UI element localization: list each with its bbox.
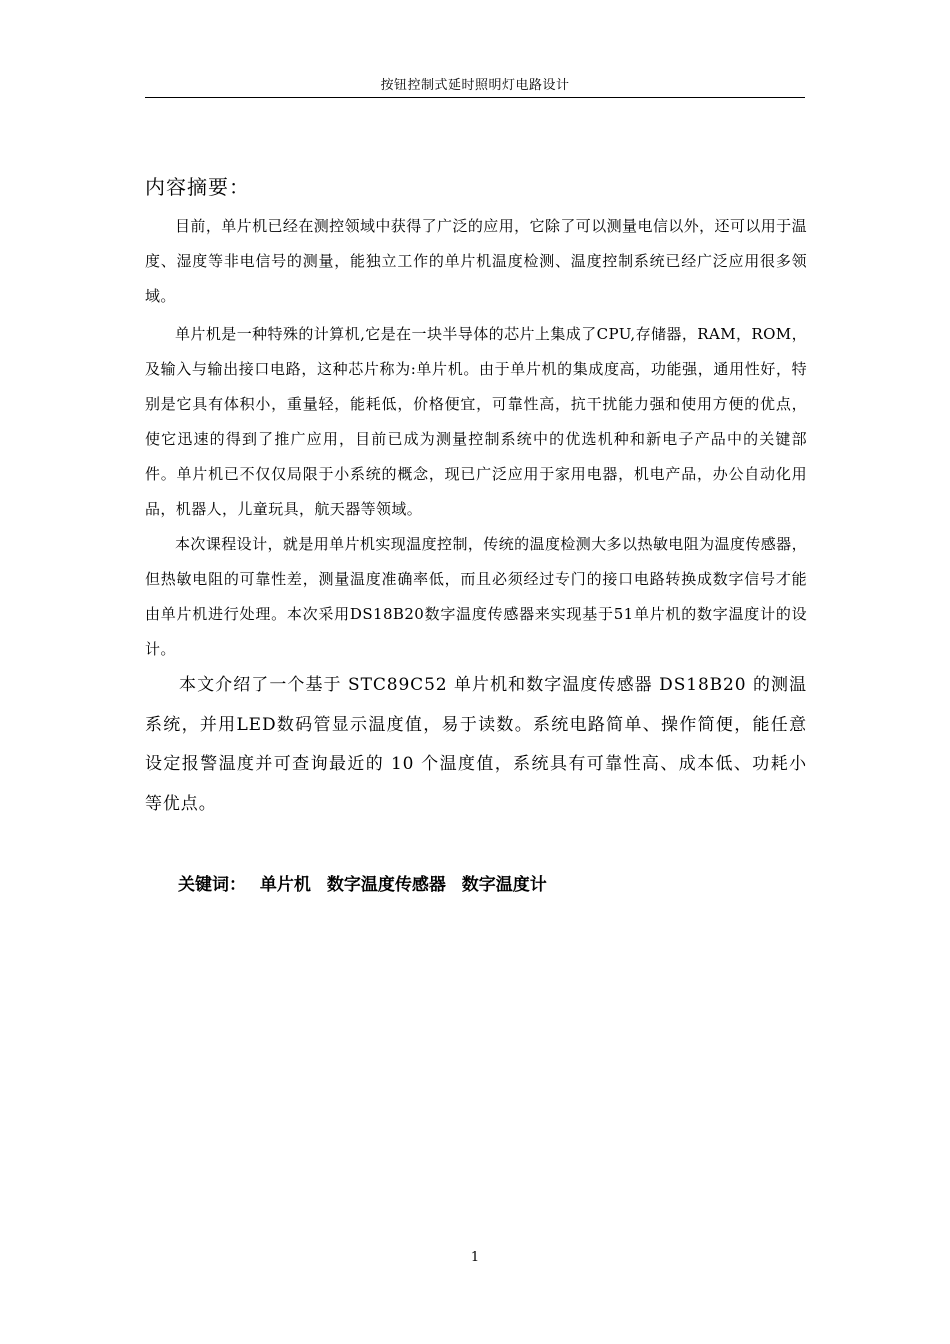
- paragraph-text: 本文介绍了一个基于 STC89C52 单片机和数字温度传感器 DS18B20 的测温系统，并用LED数码管显示温度值，易于读数。系统电路简单、操作简便，能任意设定报警温度并可查询最近的 10 个温度值，系统具有可靠性高、成本低、功耗小等优点。: [145, 675, 807, 814]
- running-header: 按钮控制式延时照明灯电路设计: [380, 78, 570, 93]
- abstract-title: 内容摘要：: [145, 175, 250, 199]
- paragraph-text: 本次课程设计，就是用单片机实现温度控制，传统的温度检测大多以热敏电阻为温度传感器，但热敏电阻的可靠性差，测量温度准确率低，而且必须经过专门的接口电路转换成数字信号才能由单片机进行处理。本次采用DS18B20数字温度传感器来实现基于51单片机的数字温度计的设计。: [145, 535, 807, 658]
- keyword-item: 数字温度计: [461, 875, 547, 895]
- abstract-paragraph-2: [145, 317, 807, 527]
- abstract-paragraph-3: [145, 527, 807, 667]
- abstract-paragraph-1: [145, 209, 807, 314]
- keyword-item: 单片机: [259, 875, 311, 895]
- abstract-paragraph-4: [145, 666, 807, 824]
- page-number: 1: [470, 1250, 480, 1265]
- keywords-label: 关键词：: [178, 875, 246, 895]
- paragraph-text: 单片机是一种特殊的计算机,它是在一块半导体的芯片上集成了CPU,存储器，RAM，ROM，及输入与输出接口电路，这种芯片称为:单片机。由于单片机的集成度高，功能强，通用性好，特别是它具有体积小，重量轻，能耗低，价格便宜，可靠性高，抗干扰能力强和使用方便的优点，使它迅速的得到了推广应用，目前已成为测量控制系统中的优选机种和新电子产品中的关键部件。单片机已不仅仅局限于小系统的概念，现已广泛应用于家用电器，机电产品，办公自动化用品，机器人，儿童玩具，航天器等领域。: [145, 325, 807, 518]
- keyword-item: 数字温度传感器: [326, 875, 446, 895]
- paragraph-text: 目前，单片机已经在测控领域中获得了广泛的应用，它除了可以测量电信以外，还可以用于温度、湿度等非电信号的测量，能独立工作的单片机温度检测、温度控制系统已经广泛应用很多领域。: [145, 217, 807, 305]
- header-rule: [145, 97, 805, 98]
- keywords-line: [178, 870, 557, 895]
